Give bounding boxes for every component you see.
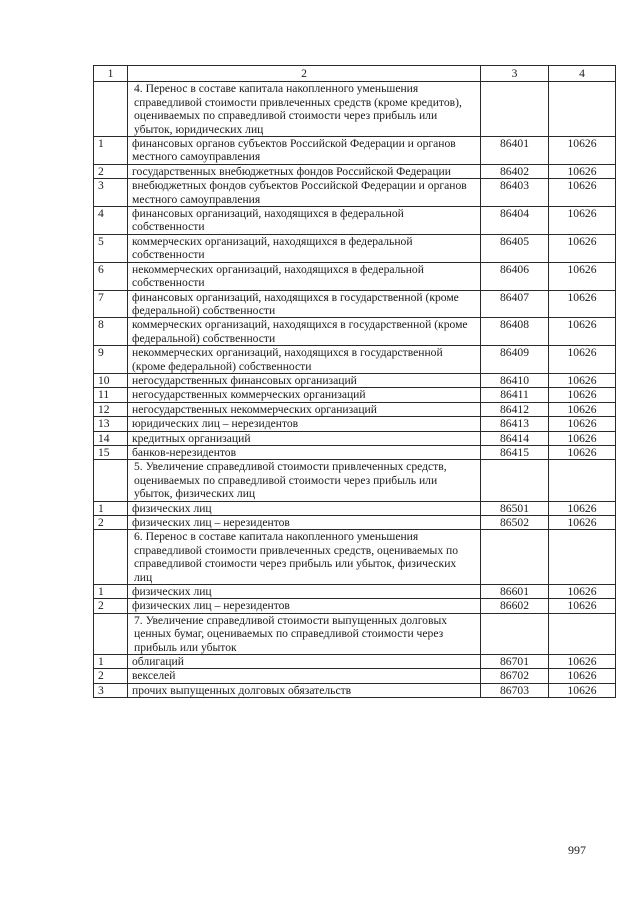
section-title-cell: 7. Увеличение справедливой стоимости выпущенных долговых ценных бумаг, оцениваемых по справедливой стоимости через прибыль или убыток <box>128 613 481 654</box>
symbol-code-cell: 10626 <box>549 417 616 431</box>
section-header-row <box>94 460 616 501</box>
header-cell-1: 1 <box>94 66 128 82</box>
table-row <box>94 164 616 178</box>
symbol-code-cell <box>549 530 616 585</box>
account-code-cell: 86411 <box>481 388 549 402</box>
row-number-cell <box>94 460 128 501</box>
row-number-cell: 8 <box>94 318 128 346</box>
table-row <box>94 445 616 459</box>
section-title-cell: 4. Перенос в составе капитала накопленного уменьшения справедливой стоимости привлеченных средств (кроме кредитов), оцениваемых по справедливой стоимости через прибыль или убыток, юридических лиц <box>128 82 481 137</box>
account-name-cell: облигаций <box>128 655 481 669</box>
account-name-cell: финансовых организаций, находящихся в федеральной собственности <box>128 207 481 235</box>
row-number-cell <box>94 82 128 137</box>
account-code-cell: 86408 <box>481 318 549 346</box>
table-row <box>94 655 616 669</box>
account-code-cell: 86702 <box>481 669 549 683</box>
symbol-code-cell <box>549 613 616 654</box>
account-name-cell: финансовых органов субъектов Российской Федерации и органов местного самоуправления <box>128 137 481 165</box>
page-number: 997 <box>568 843 586 857</box>
symbol-code-cell: 10626 <box>549 683 616 697</box>
symbol-code-cell: 10626 <box>549 318 616 346</box>
account-code-cell: 86406 <box>481 262 549 290</box>
row-number-cell: 9 <box>94 346 128 374</box>
row-number-cell: 13 <box>94 417 128 431</box>
account-code-cell: 86404 <box>481 207 549 235</box>
section-header-row <box>94 82 616 137</box>
account-code-cell: 86502 <box>481 516 549 530</box>
account-code-cell <box>481 530 549 585</box>
symbol-code-cell: 10626 <box>549 501 616 515</box>
symbol-code-cell: 10626 <box>549 655 616 669</box>
account-name-cell: прочих выпущенных долговых обязательств <box>128 683 481 697</box>
account-name-cell: некоммерческих организаций, находящихся в государственной (кроме федеральной) собственности <box>128 346 481 374</box>
row-number-cell: 1 <box>94 137 128 165</box>
row-number-cell: 4 <box>94 207 128 235</box>
row-number-cell <box>94 613 128 654</box>
row-number-cell: 12 <box>94 402 128 416</box>
row-number-cell: 14 <box>94 431 128 445</box>
account-code-cell: 86701 <box>481 655 549 669</box>
table-row <box>94 516 616 530</box>
account-code-cell: 86402 <box>481 164 549 178</box>
table-row <box>94 402 616 416</box>
symbol-code-cell: 10626 <box>549 388 616 402</box>
table-row <box>94 669 616 683</box>
row-number-cell: 3 <box>94 179 128 207</box>
table-row <box>94 137 616 165</box>
row-number-cell: 10 <box>94 373 128 387</box>
symbol-code-cell: 10626 <box>549 262 616 290</box>
table-row <box>94 585 616 599</box>
account-code-cell: 86401 <box>481 137 549 165</box>
row-number-cell: 1 <box>94 501 128 515</box>
symbol-code-cell: 10626 <box>549 402 616 416</box>
symbol-code-cell: 10626 <box>549 207 616 235</box>
row-number-cell: 6 <box>94 262 128 290</box>
accounts-table <box>93 65 616 698</box>
account-code-cell: 86403 <box>481 179 549 207</box>
account-code-cell <box>481 613 549 654</box>
table-row <box>94 346 616 374</box>
account-name-cell: негосударственных коммерческих организаций <box>128 388 481 402</box>
account-name-cell: кредитных организаций <box>128 431 481 445</box>
symbol-code-cell: 10626 <box>549 669 616 683</box>
table-row <box>94 290 616 318</box>
account-code-cell: 86501 <box>481 501 549 515</box>
header-cell-3: 3 <box>481 66 549 82</box>
account-code-cell: 86407 <box>481 290 549 318</box>
symbol-code-cell: 10626 <box>549 164 616 178</box>
account-code-cell <box>481 460 549 501</box>
account-name-cell: физических лиц <box>128 501 481 515</box>
account-name-cell: негосударственных финансовых организаций <box>128 373 481 387</box>
account-code-cell: 86412 <box>481 402 549 416</box>
accounts-table-body <box>94 66 616 698</box>
table-row <box>94 388 616 402</box>
account-name-cell: коммерческих организаций, находящихся в федеральной собственности <box>128 234 481 262</box>
symbol-code-cell <box>549 82 616 137</box>
row-number-cell: 1 <box>94 655 128 669</box>
symbol-code-cell: 10626 <box>549 290 616 318</box>
symbol-code-cell: 10626 <box>549 234 616 262</box>
header-cell-4: 4 <box>549 66 616 82</box>
account-name-cell: юридических лиц – нерезидентов <box>128 417 481 431</box>
account-code-cell: 86703 <box>481 683 549 697</box>
account-name-cell: коммерческих организаций, находящихся в государственной (кроме федеральной) собственности <box>128 318 481 346</box>
account-code-cell: 86409 <box>481 346 549 374</box>
symbol-code-cell: 10626 <box>549 445 616 459</box>
account-name-cell: физических лиц – нерезидентов <box>128 599 481 613</box>
table-row <box>94 417 616 431</box>
table-row <box>94 501 616 515</box>
table-row <box>94 373 616 387</box>
table-row <box>94 262 616 290</box>
symbol-code-cell: 10626 <box>549 585 616 599</box>
account-code-cell: 86405 <box>481 234 549 262</box>
row-number-cell: 3 <box>94 683 128 697</box>
table-row <box>94 599 616 613</box>
account-code-cell: 86601 <box>481 585 549 599</box>
account-name-cell: физических лиц <box>128 585 481 599</box>
row-number-cell: 2 <box>94 516 128 530</box>
row-number-cell: 2 <box>94 599 128 613</box>
account-code-cell: 86413 <box>481 417 549 431</box>
symbol-code-cell: 10626 <box>549 346 616 374</box>
row-number-cell: 2 <box>94 164 128 178</box>
row-number-cell: 15 <box>94 445 128 459</box>
table-row <box>94 318 616 346</box>
section-title-cell: 5. Увеличение справедливой стоимости привлеченных средств, оцениваемых по справедливой стоимости через прибыль или убыток, физических лиц <box>128 460 481 501</box>
account-code-cell: 86410 <box>481 373 549 387</box>
table-row <box>94 683 616 697</box>
symbol-code-cell: 10626 <box>549 179 616 207</box>
symbol-code-cell: 10626 <box>549 373 616 387</box>
symbol-code-cell <box>549 460 616 501</box>
account-code-cell: 86415 <box>481 445 549 459</box>
symbol-code-cell: 10626 <box>549 137 616 165</box>
account-code-cell: 86602 <box>481 599 549 613</box>
table-row <box>94 207 616 235</box>
row-number-cell: 5 <box>94 234 128 262</box>
account-name-cell: некоммерческих организаций, находящихся в федеральной собственности <box>128 262 481 290</box>
account-name-cell: государственных внебюджетных фондов Российской Федерации <box>128 164 481 178</box>
account-code-cell <box>481 82 549 137</box>
section-header-row <box>94 530 616 585</box>
account-code-cell: 86414 <box>481 431 549 445</box>
account-name-cell: негосударственных некоммерческих организаций <box>128 402 481 416</box>
table-row <box>94 234 616 262</box>
account-name-cell: внебюджетных фондов субъектов Российской Федерации и органов местного самоуправления <box>128 179 481 207</box>
account-name-cell: банков-нерезидентов <box>128 445 481 459</box>
account-name-cell: физических лиц – нерезидентов <box>128 516 481 530</box>
row-number-cell: 2 <box>94 669 128 683</box>
symbol-code-cell: 10626 <box>549 516 616 530</box>
row-number-cell: 11 <box>94 388 128 402</box>
table-row <box>94 179 616 207</box>
account-name-cell: векселей <box>128 669 481 683</box>
symbol-code-cell: 10626 <box>549 599 616 613</box>
section-header-row <box>94 613 616 654</box>
row-number-cell <box>94 530 128 585</box>
header-row <box>94 66 616 82</box>
account-name-cell: финансовых организаций, находящихся в государственной (кроме федеральной) собственности <box>128 290 481 318</box>
symbol-code-cell: 10626 <box>549 431 616 445</box>
row-number-cell: 7 <box>94 290 128 318</box>
table-row <box>94 431 616 445</box>
header-cell-2: 2 <box>128 66 481 82</box>
row-number-cell: 1 <box>94 585 128 599</box>
section-title-cell: 6. Перенос в составе капитала накопленного уменьшения справедливой стоимости привлеченных средств, оцениваемых по справедливой стоимости через прибыль или убыток, физических лиц <box>128 530 481 585</box>
